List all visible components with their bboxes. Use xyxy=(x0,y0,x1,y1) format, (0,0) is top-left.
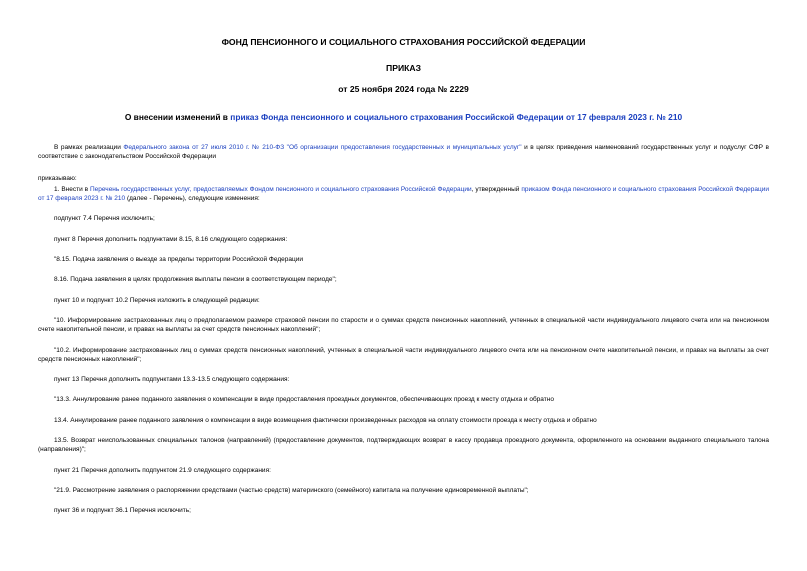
paragraph: 13.4. Аннулирование ранее поданного заявления о компенсации в виде возмещения фактически произведенных расходов на оплату стоимости проезда к месту отдыха и обратно xyxy=(54,416,597,424)
document-title xyxy=(38,112,769,123)
preamble xyxy=(38,143,769,162)
document-type: ПРИКАЗ xyxy=(386,63,421,73)
paragraph: "13.3. Аннулирование ранее поданного заявления о компенсации в виде предоставления проездных документов, обеспечивающих проезд к месту отдыха и обратно xyxy=(54,396,554,404)
order-210-link[interactable]: приказом Фонда пенсионного и социального страхования Российской Федерации от 17 февраля 2023 г. № 210 xyxy=(38,185,769,203)
paragraph: 8.16. Подача заявления в целях продолжения выплаты пенсии в соответствующем периоде"; xyxy=(54,276,337,284)
preamble-text-1: В рамках реализации xyxy=(54,144,124,151)
item-1 xyxy=(38,185,769,204)
paragraph: "21.9. Рассмотрение заявления о распоряжении средствами (частью средств) материнского (семейного) капитала на получение единовременной выплаты"; xyxy=(54,486,529,494)
federal-law-link[interactable]: Федерального закона от 27 июля 2010 г. № 210-ФЗ "Об организации предоставления государственных и муниципальных услуг" xyxy=(123,144,522,151)
paragraph: пункт 8 Перечня дополнить подпунктами 8.15, 8.16 следующего содержания: xyxy=(54,235,288,243)
services-list-link[interactable]: Перечень государственных услуг, предоставляемых Фондом пенсионного и социального страхования Российской Федерации xyxy=(90,185,472,193)
document-date-number: от 25 ноября 2024 года № 2229 xyxy=(338,84,469,94)
item-1-text-a: 1. Внести в xyxy=(54,185,90,193)
organization-name: ФОНД ПЕНСИОННОГО И СОЦИАЛЬНОГО СТРАХОВАНИЯ РОССИЙСКОЙ ФЕДЕРАЦИИ xyxy=(221,37,586,47)
paragraph: пункт 13 Перечня дополнить подпунктами 13.3-13.5 следующего содержания: xyxy=(54,376,290,384)
paragraph: пункт 10 и подпункт 10.2 Перечня изложить в следующей редакции: xyxy=(54,296,260,304)
order-word: приказываю: xyxy=(38,174,77,182)
item-1-text-c: (далее - Перечень), следующие изменения: xyxy=(125,195,260,203)
preamble-text-2: и в целях приведения наименований государственных услуг и подуслуг СФР в соответствие с законодательством Российской Федерации xyxy=(38,144,769,161)
paragraph: подпункт 7.4 Перечня исключить; xyxy=(54,215,155,223)
paragraph: пункт 21 Перечня дополнить подпунктом 21.9 следующего содержания: xyxy=(54,466,271,474)
paragraph: "10.2. Информирование застрахованных лиц о суммах средств пенсионных накоплений, учтенных в специальной части индивидуального лицевого счета или на пенсионном счете накопительной пенсии, и правах на выплаты за счет средств пенсионных накоплений"; xyxy=(38,346,769,363)
paragraph: пункт 36 и подпункт 36.1 Перечня исключить; xyxy=(54,507,191,515)
title-link[interactable]: приказ Фонда пенсионного и социального страхования Российской Федерации от 17 февраля 2023 г. № 210 xyxy=(230,112,683,122)
paragraph: 13.5. Возврат неиспользованных специальных талонов (направлений) (предоставление документов, подтверждающих возврат в кассу продавца проездного документа, оформленного на основании выданного специального талона (направления)"; xyxy=(38,437,769,454)
paragraph: "8.15. Подача заявления о выезде за пределы территории Российской Федерации xyxy=(54,256,303,264)
paragraph: "10. Информирование застрахованных лиц о предполагаемом размере страховой пенсии по старости и о суммах средств пенсионных накоплений, учтенных в специальной части индивидуального лицевого счета или на пенсионном счете накопительной пенсии, и правах на выплаты за счет средств пенсионных накоплений"; xyxy=(38,316,769,334)
title-prefix: О внесении изменений в xyxy=(124,112,231,122)
item-1-text-b: , утвержденный xyxy=(471,185,522,193)
